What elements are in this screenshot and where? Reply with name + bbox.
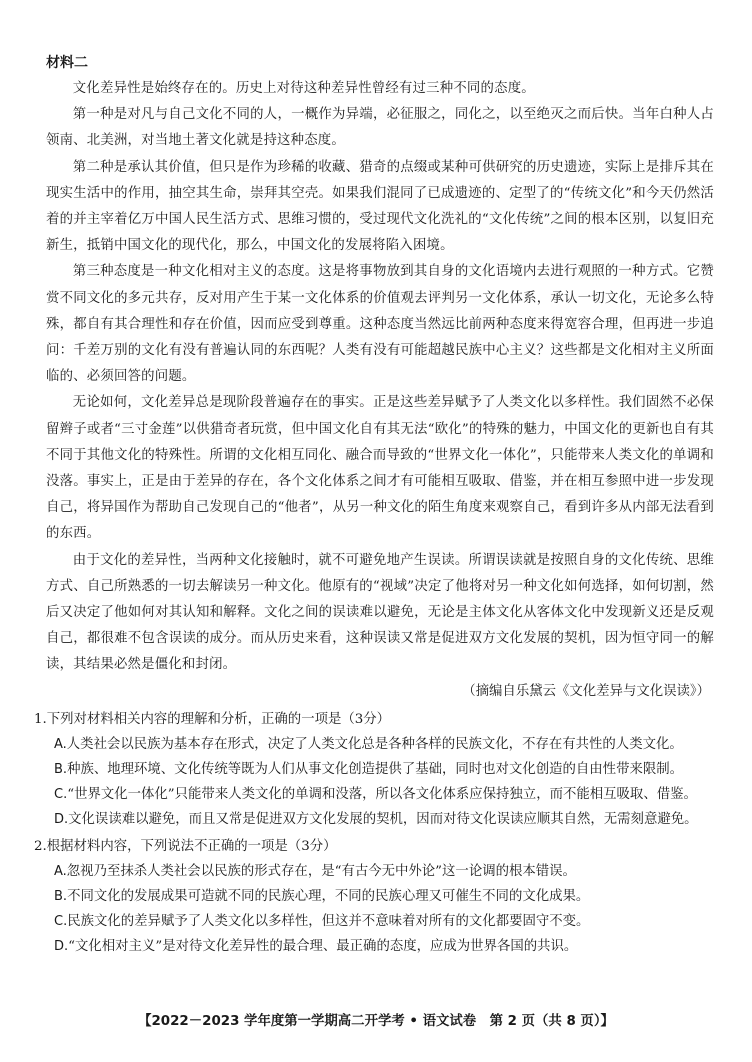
option-a[interactable]	[46, 732, 714, 757]
paragraph: 第一种是对凡与自己文化不同的人，一概作为异端，必征服之，同化之，以至绝灭之而后快。当年白种人占领南、北美洲，对当地土著文化就是持这种态度。	[46, 107, 714, 149]
question-stem: 2.根据材料内容，下列说法不正确的一项是（3分）	[34, 838, 337, 854]
option-c[interactable]	[46, 782, 714, 807]
option-text: 文化误读难以避免，而且又常是促进双方文化发展的契机，因而对待文化误读应顺其自然，无需刻意避免。	[68, 811, 698, 827]
question-1	[34, 707, 714, 832]
paragraph: 由于文化的差异性，当两种文化接触时，就不可避免地产生误读。所谓误读就是按照自身的文化传统、思维方式、自己所熟悉的一切去解读另一种文化。他原有的“视域”决定了他将对另一种文化如何选择，如何切割，然后又决定了他如何对其认知和解释。文化之间的误读难以避免，无论是主体文化从客体文化中发现新义还是反观自己，都很难不包含误读的成分。而从历史来看，这种误读又常是促进双方文化发展的契机，因为恒守同一的解读，其结果必然是僵化和封闭。	[46, 552, 714, 673]
option-text: “世界文化一体化”只能带来人类文化的单调和没落，所以各文化体系应保持独立，而不能相互吸取、借鉴。	[67, 786, 697, 802]
option-letter: D.	[54, 811, 69, 827]
option-letter: A.	[54, 736, 67, 752]
option-text: 种族、地理环境、文化传统等既为人们从事文化创造提供了基础，同时也对文化创造的自由性带来限制。	[67, 761, 684, 777]
paragraph: 第三种态度是一种文化相对主义的态度。这是将事物放到其自身的文化语境内去进行观照的一种方式。它赞赏不同文化的多元共存，反对用产生于某一文化体系的价值观去评判另一文化体系，承认一切文化，无论多么特殊，都自有其合理性和存在价值，因而应受到尊重。这种态度当然远比前两种态度来得宽容合理，但再进一步追问：千差万别的文化有没有普遍认同的东西呢？人类有没有可能超越民族中心主义？这些都是文化相对主义所面临的、必须回答的问题。	[46, 264, 714, 385]
question-stem: 1.下列对材料相关内容的理解和分析，正确的一项是（3分）	[34, 711, 391, 727]
page-footer: 【2022－2023 学年度第一学期高二开学考 • 语文试卷 第 2 页（共 8 页）】	[138, 1014, 614, 1029]
page-content	[34, 50, 714, 959]
option-letter: C.	[54, 786, 68, 802]
option-d[interactable]	[46, 934, 714, 959]
option-letter: D.	[54, 938, 69, 954]
paragraph: 文化差异性是始终存在的。历史上对待这种差异性曾经有过三种不同的态度。	[72, 81, 535, 96]
option-b[interactable]	[46, 884, 714, 909]
paragraph: 第二种是承认其价值，但只是作为珍稀的收藏、猎奇的点缀或某种可供研究的历史遗迹，实际上是排斥其在现实生活中的作用，抽空其生命，崇拜其空壳。如果我们混同了已成遗迹的、定型了的“传统文化”和今天仍然活着的并主宰着亿万中国人民生活方式、思维习惯的，受过现代文化洗礼的“文化传统”之间的根本区别，以复旧充新生，抵销中国文化的现代化，那么，中国文化的发展将陷入困境。	[46, 159, 714, 254]
source-citation: （摘编自乐黛云《文化差异与文化误读》）	[462, 683, 710, 699]
option-a[interactable]	[46, 859, 714, 884]
paragraph: 无论如何，文化差异总是现阶段普遍存在的事实。正是这些差异赋予了人类文化以多样性。我们固然不必保留辫子或者“三寸金莲”以供猎奇者玩赏，但中国文化自有其无法“欧化”的特殊的魅力，中国文化的更新也自有其不同于其他文化的特殊性。所谓的文化相互同化、融合而导致的“世界文化一体化”，只能带来人类文化的单调和没落。事实上，正是由于差异的存在，各个文化体系之间才有可能相互吸取、借鉴，并在相互参照中进一步发现自己，将异国作为帮助自己发现自己的“他者”，从另一种文化的陌生角度来观察自己，看到许多从内部无法看到的东西。	[46, 395, 714, 542]
option-text: “文化相对主义”是对待文化差异性的最合理、最正确的态度，应成为世界各国的共识。	[68, 938, 578, 954]
option-b[interactable]	[46, 757, 714, 782]
option-text: 人类社会以民族为基本存在形式，决定了人类文化总是各种各样的民族文化，不存在有共性的人类文化。	[66, 736, 683, 752]
option-letter: B.	[54, 761, 68, 777]
option-text: 忽视乃至抹杀人类社会以民族的形式存在，是“有古今无中外论”这一论调的根本错误。	[66, 863, 576, 879]
option-letter: C.	[54, 913, 68, 929]
option-d[interactable]	[46, 807, 714, 832]
option-text: 民族文化的差异赋予了人类文化以多样性，但这并不意味着对所有的文化都要固守不变。	[67, 913, 590, 929]
question-2	[34, 834, 714, 959]
option-letter: A.	[54, 863, 67, 879]
option-letter: B.	[54, 888, 68, 904]
option-c[interactable]	[46, 909, 714, 934]
option-text: 不同文化的发展成果可造就不同的民族心理，不同的民族心理又可催生不同的文化成果。	[67, 888, 590, 904]
section-title: 材料二	[46, 55, 88, 71]
